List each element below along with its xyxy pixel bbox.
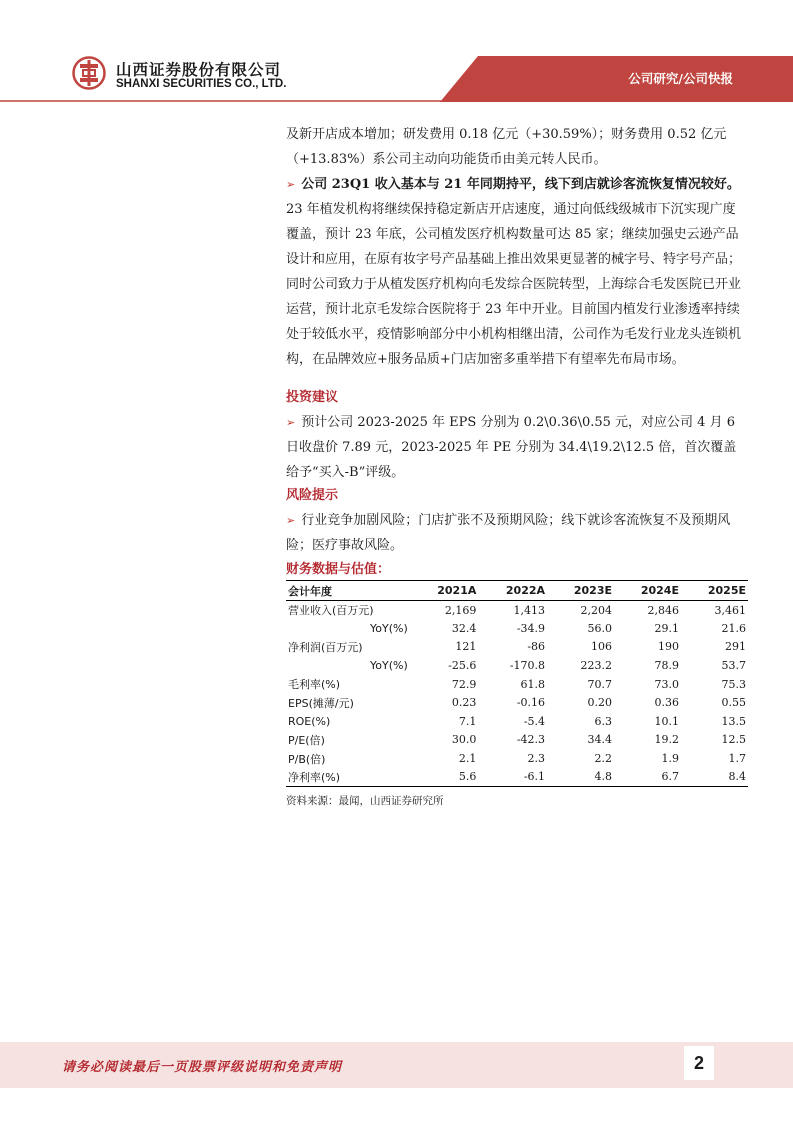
bullet-icon: ➢	[286, 178, 296, 191]
table-header-cell: 会计年度	[286, 581, 410, 601]
row-label: P/B(倍)	[288, 752, 326, 766]
table-cell: -86	[527, 640, 546, 654]
table-row	[286, 768, 748, 787]
table-row	[286, 601, 748, 620]
risk-warning-title: 风险提示	[286, 488, 339, 503]
row-label: 净利率(%)	[286, 768, 410, 787]
table-cell: 0.20	[587, 696, 612, 710]
table-cell: 223.2	[580, 659, 612, 673]
table-cell: 19.2	[654, 733, 679, 747]
row-label: 毛利率(%)	[288, 678, 341, 692]
table-row	[286, 656, 748, 675]
table-cell: -34.9	[516, 621, 546, 635]
table-cell: 78.9	[654, 659, 679, 673]
table-cell: -6.1	[478, 768, 547, 787]
table-cell: 72.9	[451, 677, 477, 691]
q1-review-text	[286, 172, 748, 372]
table-cell: 190	[657, 640, 679, 654]
row-label: YoY(%)	[370, 659, 408, 673]
table-cell: 1,413	[513, 603, 546, 617]
table-cell: 0.23	[451, 696, 477, 710]
investment-advice-title: 投资建议	[286, 390, 339, 405]
table-cell: 4.8	[547, 768, 614, 787]
row-label: EPS(摊薄/元)	[288, 696, 354, 710]
risk-text: 行业竞争加剧风险；门店扩张不及预期风险；线下就诊客流恢复不及预期风险；医疗事故风险。	[286, 513, 731, 553]
table-row	[286, 749, 748, 768]
investment-text: 预计公司 2023-2025 年 EPS 分别为 0.2\0.36\0.55 元，对应公司 4 月 6 日收盘价 7.89 元，2023-2025 年 PE 分别为 34.4\19.2\12.5 倍，首次覆盖给予“买入-B”评级。	[286, 415, 737, 480]
risk-text-wrap	[286, 508, 748, 558]
table-cell: 12.5	[721, 733, 746, 747]
table-row	[286, 731, 748, 750]
table-cell: 2.1	[458, 752, 477, 766]
table-cell: 121	[455, 640, 477, 654]
table-cell: -0.16	[516, 696, 546, 710]
page-number: 2	[684, 1046, 714, 1080]
q1-review-body: 23 年植发机构将继续保持稳定新店开店速度，通过向低线级城市下沉实现广度覆盖，预计 23 年底，公司植发医疗机构数量可达 85 家；继续加强史云逊产品设计和应用，在原有妆字号产品基础上推出效果更显著的械字号、特字号产品；同时公司致力于从植发医疗机构向毛发综合医院转型，上海综合毛发医院已开业运营，预计北京毛发综合医院将于 23 年中开业。目前国内植发行业渗透率持续处于较低水平，疫情影响部分中小机构相继出清，公司作为毛发行业龙头连锁机构，在品牌效应+服务品质+门店加密多重举措下有望率先布局市场。	[286, 202, 742, 367]
table-cell: 1.9	[661, 752, 679, 766]
table-header-cell: 2024E	[614, 581, 681, 601]
footer-disclaimer: 请务必阅读最后一页股票评级说明和免责声明	[62, 1060, 343, 1075]
expenses-text: 及新开店成本增加；研发费用 0.18 亿元（+30.59%）；财务费用 0.52 亿元（+13.83%）系公司主动向功能货币由美元转人民币。	[286, 127, 727, 167]
table-body	[286, 601, 748, 787]
table-cell: 6.3	[594, 714, 612, 728]
table-cell: 13.5	[721, 714, 746, 728]
table-cell: 0.36	[654, 696, 679, 710]
table-row	[286, 712, 748, 731]
table-cell: 2.2	[594, 752, 612, 766]
table-cell: 10.1	[654, 714, 679, 728]
financial-table	[286, 580, 748, 787]
paragraph-investment	[286, 410, 748, 485]
table-cell: -5.4	[523, 714, 546, 728]
report-category: 公司研究/公司快报	[628, 71, 733, 86]
table-header-cell: 2022A	[478, 581, 547, 601]
row-label: P/E(倍)	[288, 733, 325, 747]
row-label: 营业收入(百万元)	[288, 604, 374, 618]
table-cell: 32.4	[451, 621, 477, 635]
table-cell: 1.7	[728, 752, 746, 766]
table-cell: 2,204	[580, 603, 612, 617]
table-header-cell: 2021A	[410, 581, 479, 601]
table-cell: 8.4	[681, 768, 748, 787]
company-name-cn: 山西证券股份有限公司	[116, 61, 282, 79]
table-cell: 53.7	[721, 659, 746, 673]
table-header-cell: 2023E	[547, 581, 614, 601]
row-label: ROE(%)	[288, 714, 331, 728]
table-cell: 30.0	[451, 733, 477, 747]
paragraph-risk	[286, 508, 748, 558]
table-cell: 70.7	[587, 677, 612, 691]
table-cell: 61.8	[520, 677, 546, 691]
table-cell: 291	[725, 640, 746, 654]
company-name-en: SHANXI SECURITIES CO., LTD.	[116, 78, 287, 90]
table-row	[286, 619, 748, 638]
table-cell: 75.3	[721, 677, 746, 691]
company-logo-icon	[72, 56, 106, 90]
financial-table-title: 财务数据与估值：	[286, 562, 391, 577]
table-cell: 7.1	[458, 714, 477, 728]
table-cell: -25.6	[448, 659, 477, 673]
table-cell: 3,461	[714, 603, 746, 617]
table-cell: 21.6	[721, 621, 746, 635]
table-cell: 6.7	[614, 768, 681, 787]
paragraph-q1-review	[286, 172, 748, 372]
table-cell: 56.0	[587, 621, 612, 635]
table-cell: -42.3	[516, 733, 546, 747]
table-cell: 2.3	[527, 752, 546, 766]
table-header-cell: 2025E	[681, 581, 748, 601]
table-cell: 2,846	[647, 603, 679, 617]
table-cell: 0.55	[721, 696, 746, 710]
table-row	[286, 693, 748, 712]
data-source-note: 资料来源：最闻，山西证券研究所	[286, 795, 444, 807]
row-label: 净利润(百万元)	[288, 640, 363, 654]
bullet-icon: ➢	[286, 416, 296, 429]
bullet-icon: ➢	[286, 514, 296, 527]
table-cell: 29.1	[654, 621, 679, 635]
table-row	[286, 638, 748, 657]
paragraph-expenses	[286, 122, 748, 172]
table-cell: 2,169	[444, 603, 477, 617]
page-header	[0, 0, 793, 102]
investment-text-wrap	[286, 410, 748, 485]
q1-review-headline: 公司 23Q1 收入基本与 21 年同期持平，线下到店就诊客流恢复情况较好。	[301, 177, 740, 192]
table-cell: 34.4	[587, 733, 612, 747]
table-cell: 5.6	[410, 768, 479, 787]
table-cell: -170.8	[509, 659, 546, 673]
table-row	[286, 675, 748, 694]
table-cell: 106	[591, 640, 612, 654]
row-label: YoY(%)	[370, 621, 408, 635]
table-cell: 73.0	[654, 677, 679, 691]
table-header-row	[286, 581, 748, 601]
